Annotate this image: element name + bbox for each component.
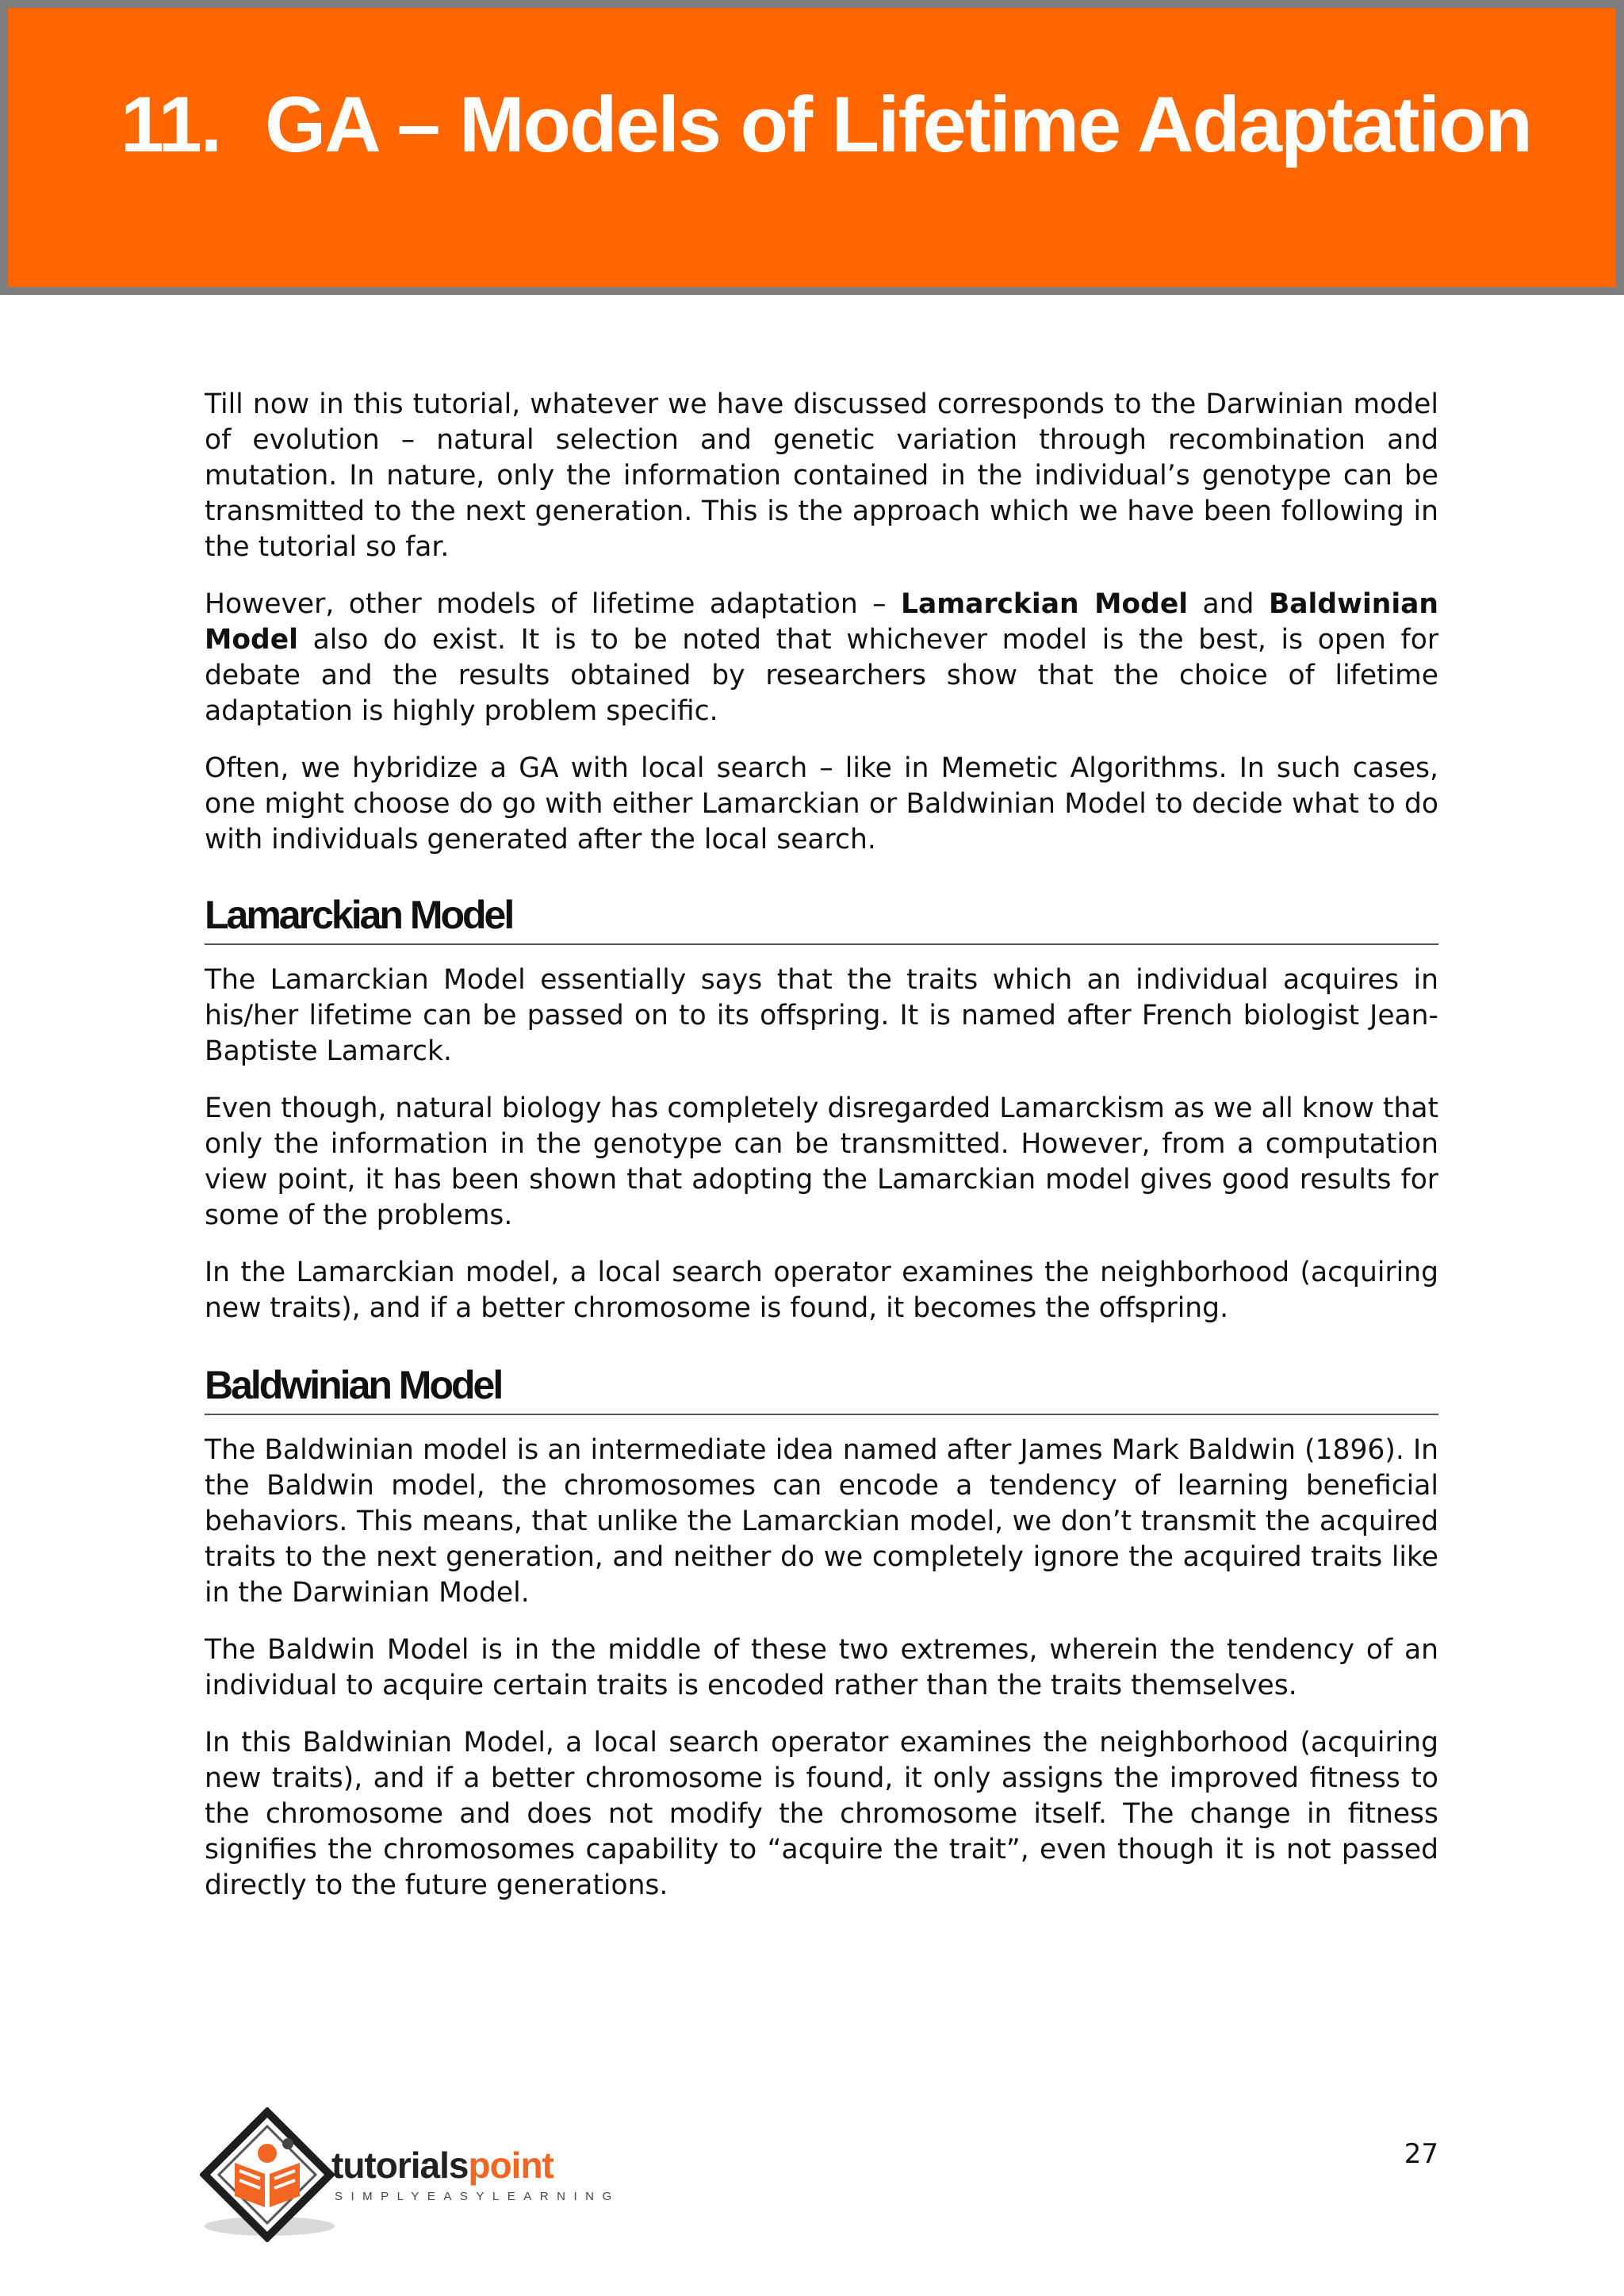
chapter-title [121,79,1531,170]
tutorialspoint-book-diamond-icon [200,2107,335,2242]
lamarckian-paragraph-3: In the Lamarckian model, a local search operator examines the neighborhood (acquiring new traits), and if a better chromosome is found, it becomes the offspring. [205,1257,1438,1324]
baldwinian-paragraph-3: In this Baldwinian Model, a local search operator examines the neighborhood (acquiring new traits), and if a better chromosome is found, it only assigns the improved fitness to the chromosome and does not modify the chromosome itself. The change in fitness signifies the chromosomes capability to “acquire the trait”, even though it is not passed directly to the future generations. [205,1727,1438,1901]
lamarckian-model-term: Lamarckian Model [900,588,1189,620]
baldwinian-paragraph-2: The Baldwin Model is in the middle of these two extremes, wherein the tendency of an individual to acquire certain traits is encoded rather than the traits themselves. [205,1634,1438,1701]
lamarckian-heading: Lamarckian Model [205,893,1438,945]
logo-wordmark [331,2144,553,2187]
intro-paragraph-1: Till now in this tutorial, whatever we have discussed corresponds to the Darwinian model of evolution – natural selection and genetic variation through recombination and mutation. In nature, only the information contained in the individual’s genotype can be transmitted to the next generation. This is the approach which we have been following in the tutorial so far. [205,388,1438,563]
intro-paragraph-2 [205,587,1438,729]
page-number: 27 [1404,2138,1438,2170]
intro-p2-and: and [1188,588,1269,620]
lamarckian-paragraph-2: Even though, natural biology has completely disregarded Lamarckism as we all know that only the information in the genotype can be transmitted. However, from a computation view point, it has been shown that adopting the Lamarckian model gives good results for some of the problems. [205,1093,1438,1231]
logo-tagline: SIMPLYEASYLEARNING [335,2190,620,2203]
intro-paragraph-3: Often, we hybridize a GA with local search – like in Memetic Algorithms. In such cases, one might choose do go with either Lamarckian or Baldwinian Model to decide what to do with individuals generated after the local search. [205,752,1438,855]
page-content [205,387,1438,1925]
baldwinian-paragraph-1: The Baldwinian model is an intermediate idea named after James Mark Baldwin (1896). In the Baldwin model, the chromosomes can encode a tendency of learning beneficial behaviors. This means, that unlike the Lamarckian model, we don’t transmit the acquired traits to the next generation, and neither do we completely ignore the acquired traits like in the Darwinian Model. [205,1434,1438,1609]
chapter-title-text: GA – Models of Lifetime Adaptation [265,80,1531,168]
baldwinian-heading: Baldwinian Model [205,1363,1438,1415]
intro-p2-rest: also do exist. It is to be noted that whichever model is the best, is open for debate and the results obtained by researchers show that the choice of lifetime adaptation is highly problem specific. [205,624,1438,727]
logo-text-tutorials: tutorials [331,2145,469,2186]
intro-p2-lead: However, other models of lifetime adaptation – [205,588,901,620]
lamarckian-paragraph-1: The Lamarckian Model essentially says that the traits which an individual acquires in his/her lifetime can be passed on to its offspring. It is named after French biologist Jean-Baptiste Lamarck. [205,964,1438,1067]
tutorialspoint-logo [200,2107,644,2242]
baldwinian-model-term: Baldwinian Model [205,588,1438,656]
chapter-number: 11. [121,80,221,168]
logo-text-point: point [468,2145,553,2186]
